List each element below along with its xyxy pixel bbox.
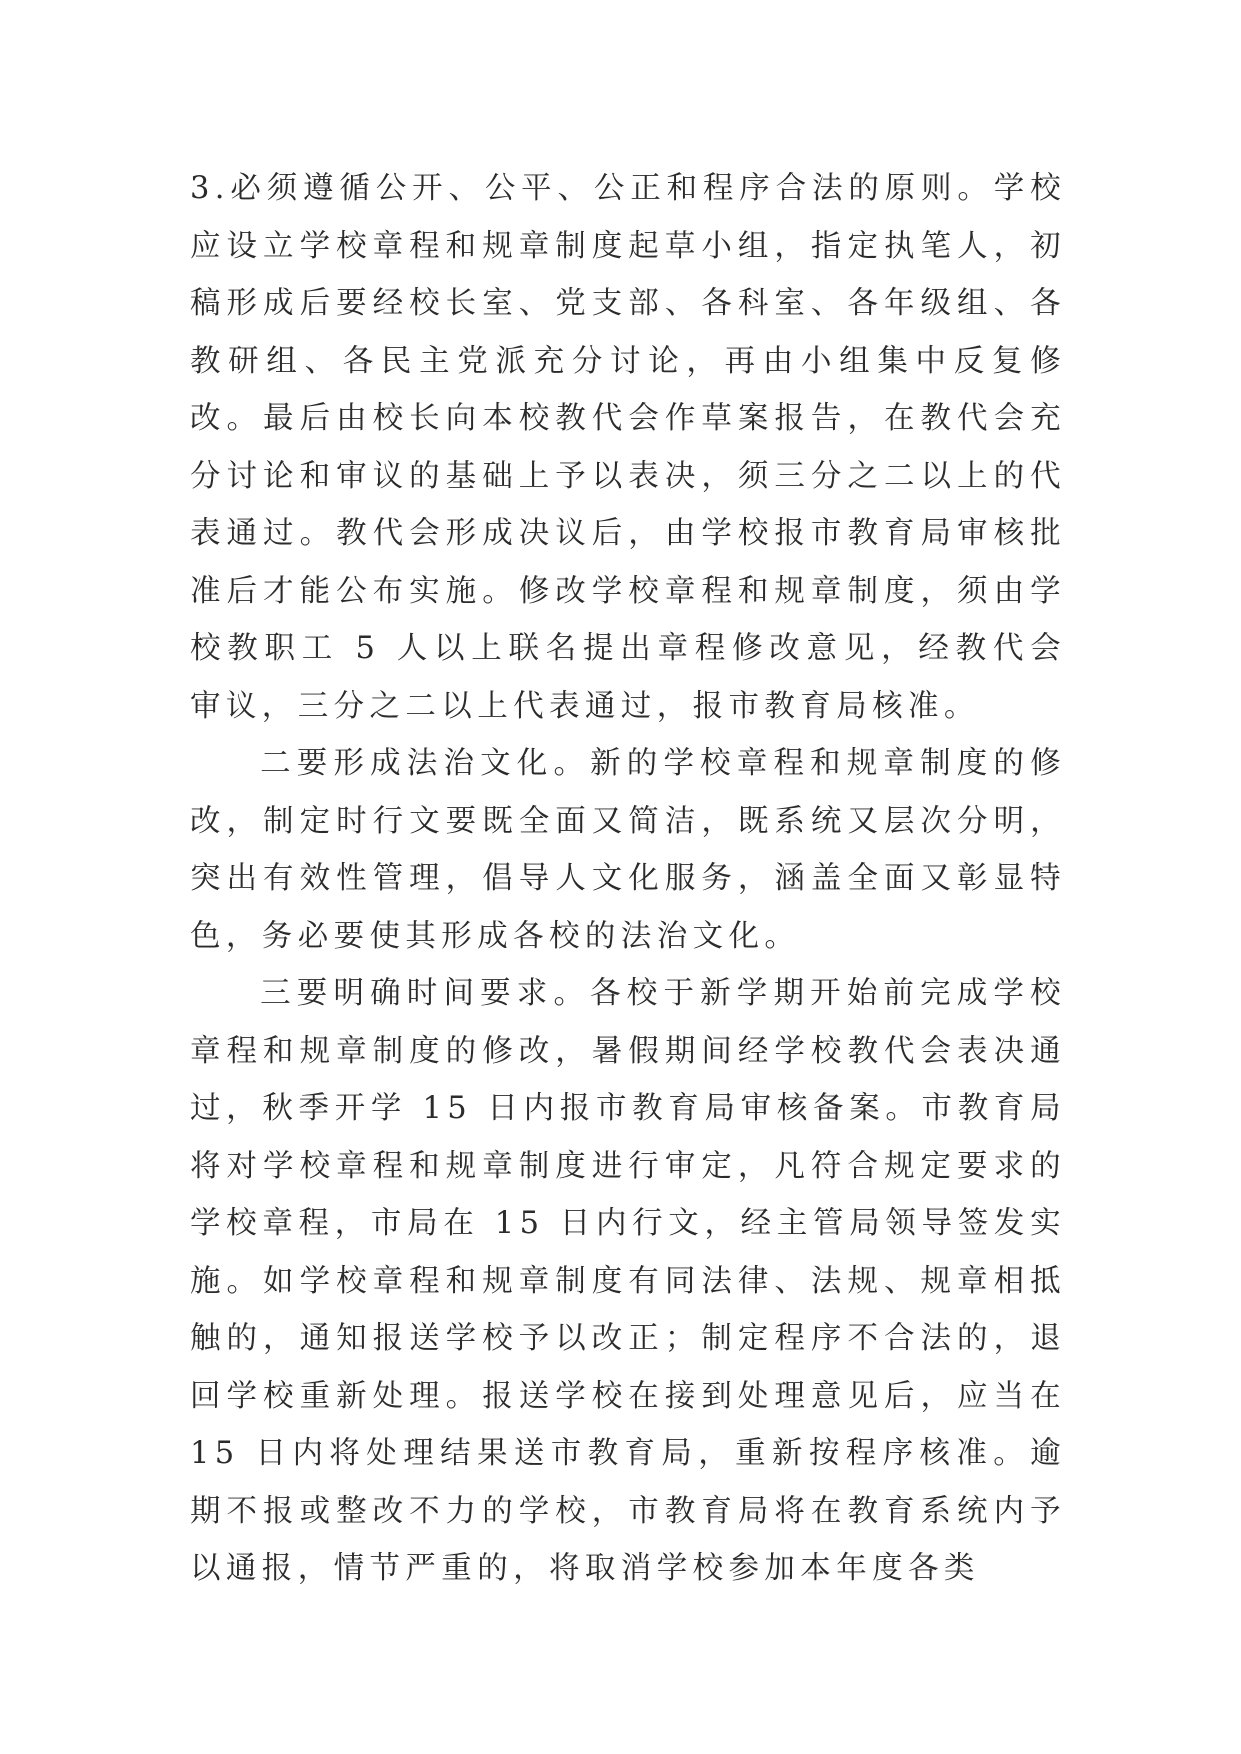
paragraph-rule-of-law-culture: 二要形成法治文化。新的学校章程和规章制度的修改，制定时行文要既全面又简洁，既系统又层次分明，突出有效性管理，倡导人文化服务，涵盖全面又彰显特色，务必要使其形成各校的法治文化。: [190, 746, 1066, 954]
document-body: [190, 160, 1066, 1598]
paragraph-procedure-principles: 3.必须遵循公开、公平、公正和程序合法的原则。学校应设立学校章程和规章制度起草小组，指定执笔人，初稿形成后要经校长室、党支部、各科室、各年级组、各教研组、各民主党派充分讨论，再由小组集中反复修改。最后由校长向本校教代会作草案报告，在教代会充分讨论和审议的基础上予以表决，须三分之二以上的代表通过。教代会形成决议后，由学校报市教育局审核批准后才能公布实施。修改学校章程和规章制度，须由学校教职工 5 人以上联名提出章程修改意见，经教代会审议，三分之二以上代表通过，报市教育局核准。: [190, 171, 1066, 724]
paragraph-time-requirements: 三要明确时间要求。各校于新学期开始前完成学校章程和规章制度的修改，暑假期间经学校教代会表决通过，秋季开学 15 日内报市教育局审核备案。市教育局将对学校章程和规章制度进行审定，凡符合规定要求的学校章程，市局在 15 日内行文，经主管局领导签发实施。如学校章程和规章制度有同法律、法规、规章相抵触的，通知报送学校予以改正；制定程序不合法的，退回学校重新处理。报送学校在接到处理意见后，应当在 15 日内将处理结果送市教育局，重新按程序核准。逾期不报或整改不力的学校，市教育局将在教育系统内予以通报，情节严重的，将取消学校参加本年度各类: [190, 976, 1066, 1586]
